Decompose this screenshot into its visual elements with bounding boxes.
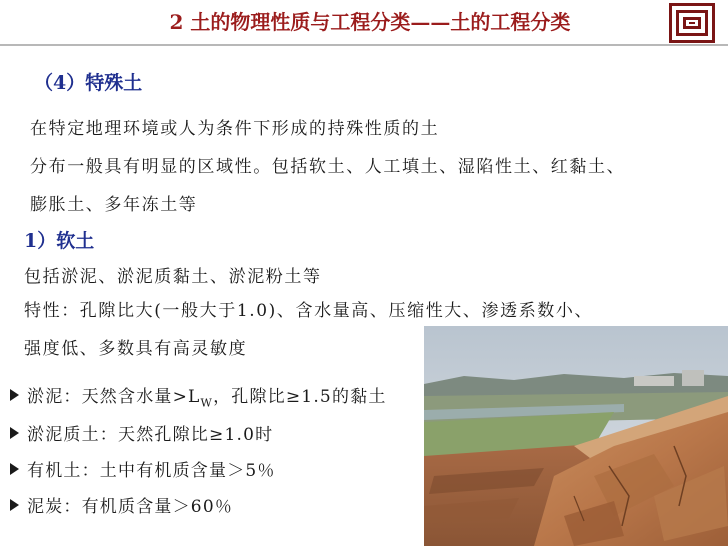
section-line-3: 膨胀土、多年冻土等 bbox=[30, 195, 198, 215]
list-item bbox=[10, 492, 233, 517]
soft-soil-line-2: 特性：孔隙比大(一般大于1.0)、含水量高、压缩性大、渗透系数小、 bbox=[24, 301, 594, 321]
list-item-text: 泥炭：有机质含量＞60％ bbox=[27, 497, 234, 517]
list-item-text-tail: ，孔隙比≥1.5的黏土 bbox=[213, 387, 387, 407]
university-logo-icon bbox=[669, 3, 715, 43]
bullet-arrow-icon bbox=[10, 463, 19, 475]
section-line-2: 分布一般具有明显的区域性。包括软土、人工填土、湿陷性土、红黏土、 bbox=[30, 157, 626, 177]
soft-soil-line-1: 包括淤泥、淤泥质黏土、淤泥粉土等 bbox=[24, 267, 322, 287]
bullet-arrow-icon bbox=[10, 389, 19, 401]
header-divider bbox=[0, 44, 728, 46]
slide-title: 2 土的物理性质与工程分类——土的工程分类 bbox=[169, 10, 571, 34]
list-item-text: 有机土：土中有机质含量＞5％ bbox=[27, 461, 276, 481]
list-item-text: 淤泥：天然含水量>L bbox=[27, 387, 201, 407]
list-item-subscript: W bbox=[200, 396, 214, 410]
soft-soil-photo bbox=[424, 326, 728, 546]
soft-soil-line-3: 强度低、多数具有高灵敏度 bbox=[24, 339, 248, 359]
bullet-arrow-icon bbox=[10, 499, 19, 511]
list-item bbox=[10, 456, 276, 481]
list-item bbox=[10, 420, 273, 445]
list-item-text: 淤泥质土：天然孔隙比≥1.0时 bbox=[27, 425, 274, 445]
list-item bbox=[10, 382, 387, 409]
section-title: （4）特殊土 bbox=[34, 72, 143, 94]
soft-soil-title: 1）软土 bbox=[24, 230, 95, 252]
bullet-arrow-icon bbox=[10, 427, 19, 439]
section-line-1: 在特定地理环境或人为条件下形成的持殊性质的土 bbox=[30, 119, 440, 139]
